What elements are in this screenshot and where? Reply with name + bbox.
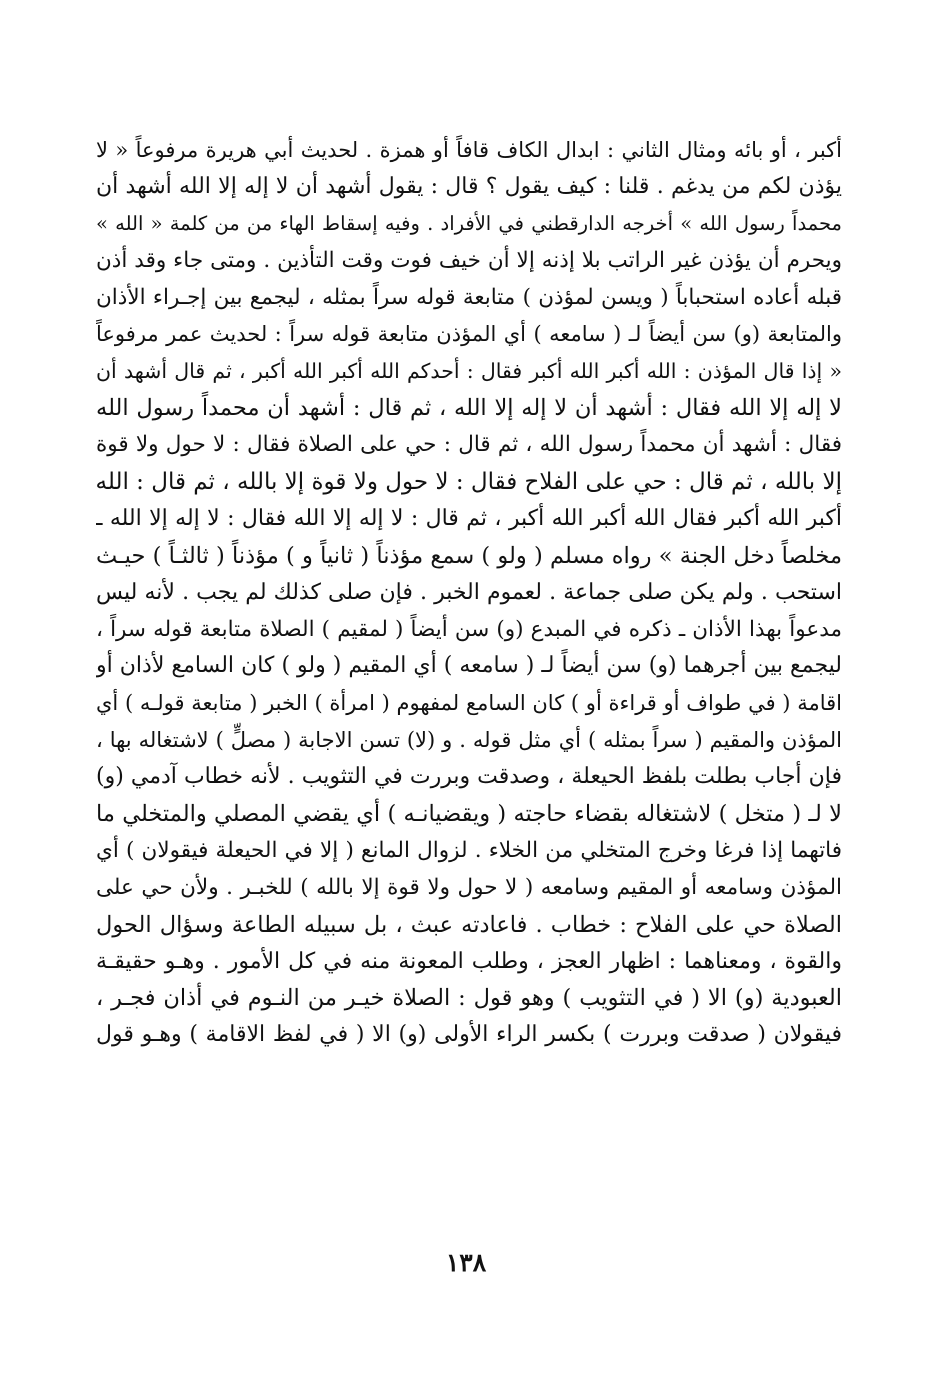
- text-line: فيقولان ( صدقت وبررت ) بكسر الراء الأولى (و) الا ( في لفظ الاقامة ) وهـو قول: [96, 1022, 842, 1048]
- text-line: استحب . ولم يكن صلى جماعة . لعموم الخبر . فإن صلى كذلك لم يجب . لأنه ليس: [96, 579, 842, 605]
- text-line: مخلصاً دخل الجنة » رواه مسلم ( ولو ) سمع مؤذناً ( ثانياً و ) مؤذناً ( ثالثـاً ) حيـث: [96, 542, 842, 569]
- text-line: قبله أعاده استحباباً ( ويسن لمؤذن ) متابعة قوله سراً بمثله ، ليجمع بين إجـراء الأذان: [96, 284, 842, 310]
- text-line: والمتابعة (و) سن أيضاً لـ ( سامعه ) أي المؤذن متابعة قوله سراً : لحديث عمر مرفوعاً: [96, 322, 842, 347]
- text-line: ليجمع بين أجرهما (و) سن أيضاً لـ ( سامعه ) أي المقيم ( ولو ) كان السامع لأذان أو: [96, 653, 842, 679]
- text-line: المؤذن والمقيم ( سراً بمثله ) أي مثل قوله . و (لا) تسن الاجابة ( مصلٍّ ) لاشتغاله بها ،: [96, 728, 842, 753]
- text-line: المؤذن وسامعه أو المقيم وسامعه ( لا حول ولا قوة إلا بالله ) للخبـر . ولأن حي على: [96, 874, 842, 900]
- text-line: ويحرم أن يؤذن غير الراتب بلا إذنه إلا أن خيف فوت وقت التأذين . ومتى جاء وقد أذن: [96, 247, 842, 273]
- text-line: أكبر الله أكبر فقال الله أكبر الله أكبر ، ثم قال : لا إله إلا الله فقال : لا إله إلا الله ـ: [96, 505, 842, 531]
- text-line: العبودية (و) الا ( في التثويب ) وهو قول : الصلاة خيـر من النـوم في أذان فجـر ،: [96, 985, 842, 1012]
- text-line: مدعواً بهذا الأذان ـ ذكره في المبدع (و) سن أيضاً ( لمقيم ) الصلاة متابعة قوله سراً ،: [96, 616, 842, 642]
- text-line: أكبر ، أو بائه ومثال الثاني : ابدال الكاف قافاً أو همزة . لحديث أبي هريرة مرفوعاً « لا: [96, 138, 842, 162]
- text-line: والقوة ، ومعناهما : اظهار العجز ، وطلب المعونة منه في كل الأمور . وهـو حقيقـة: [96, 948, 842, 974]
- text-line: لا لـ ( متخل ) لاشتغاله بقضاء حاجته ( ويقضيانـه ) أي يقضي المصلي والمتخلي ما: [96, 801, 842, 828]
- text-line: الصلاة حي على الفلاح : خطاب . فاعادته عبث ، بل سبيله الطاعة وسؤال الحول: [96, 911, 842, 938]
- text-line: اقامة ( في طواف أو قراءة أو ) كان السامع لمفهوم ( امرأة ) الخبر ( متابعة قولـه ) أي: [96, 691, 842, 716]
- text-line: فإن أجاب بطلت بلفظ الحيعلة ، وصدقت وبررت في التثويب . لأنه خطاب آدمي (و): [96, 764, 842, 790]
- body-text: [96, 132, 842, 1054]
- text-line: إلا بالله ، ثم قال : حي على الفلاح فقال : لا حول ولا قوة إلا بالله ، ثم قال : الله: [96, 469, 842, 496]
- text-line: محمداً رسول الله » أخرجه الدارقطني في الأفراد . وفيه إسقاط الهاء من من كلمة « الله »: [96, 211, 842, 235]
- page-number: ١٣٨: [445, 1248, 487, 1277]
- text-line: فقال : أشهد أن محمداً رسول الله ، ثم قال : حي على الصلاة فقال : لا حول ولا قوة: [96, 432, 842, 458]
- text-line: لا إله إلا الله فقال : أشهد أن لا إله إلا الله ، ثم قال : أشهد أن محمداً رسول الله: [96, 395, 842, 422]
- text-line: فاتهما إذا فرغا وخرج المتخلي من الخلاء . لزوال المانع ( إلا في الحيعلة فيقولان ) أي: [96, 837, 842, 863]
- text-line: « إذا قال المؤذن : الله أكبر الله أكبر فقال : أحدكم الله أكبر الله أكبر ، ثم قال أشهد أن: [96, 359, 842, 384]
- text-line: يؤذن لكم من يدغم . قلنا : كيف يقول ؟ قال : يقول أشهد أن لا إله إلا الله أشهد أن: [96, 173, 842, 199]
